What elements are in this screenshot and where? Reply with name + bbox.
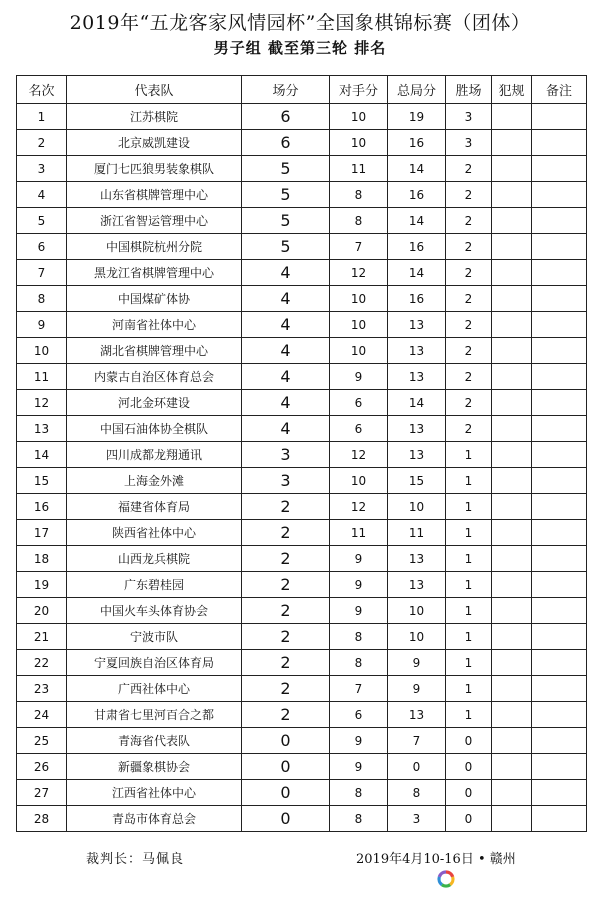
wins-cell: 3 [446, 104, 492, 130]
team-cell: 湖北省棋牌管理中心 [67, 338, 242, 364]
team-cell: 甘肃省七里河百合之都 [67, 702, 242, 728]
notes-cell [532, 390, 587, 416]
logo-ring-segment [439, 877, 442, 885]
table-header-row [17, 76, 587, 104]
fouls-cell [492, 468, 532, 494]
logo-ring-segment [446, 872, 453, 877]
fouls-cell [492, 390, 532, 416]
column-header-total-game-score: 总局分 [388, 76, 446, 104]
team-cell: 河北金环建设 [67, 390, 242, 416]
points-cell: 2 [242, 650, 330, 676]
opponent-score-cell: 12 [330, 442, 388, 468]
rank-cell: 23 [17, 676, 67, 702]
total-game-score-cell: 16 [388, 234, 446, 260]
points-cell: 2 [242, 494, 330, 520]
table-row [17, 130, 587, 156]
standings-body [17, 104, 587, 832]
points-cell: 2 [242, 624, 330, 650]
opponent-score-cell: 10 [330, 468, 388, 494]
rank-cell: 21 [17, 624, 67, 650]
wins-cell: 1 [446, 598, 492, 624]
wins-cell: 2 [446, 390, 492, 416]
notes-cell [532, 286, 587, 312]
column-header-notes: 备注 [532, 76, 587, 104]
rank-cell: 24 [17, 702, 67, 728]
wins-cell: 1 [446, 702, 492, 728]
fouls-cell [492, 208, 532, 234]
wins-cell: 2 [446, 312, 492, 338]
notes-cell [532, 468, 587, 494]
rank-cell: 13 [17, 416, 67, 442]
notes-cell [532, 598, 587, 624]
total-game-score-cell: 16 [388, 130, 446, 156]
wins-cell: 1 [446, 650, 492, 676]
fouls-cell [492, 364, 532, 390]
wins-cell: 1 [446, 468, 492, 494]
rank-cell: 15 [17, 468, 67, 494]
total-game-score-cell: 13 [388, 416, 446, 442]
wins-cell: 0 [446, 754, 492, 780]
notes-cell [532, 182, 587, 208]
table-row [17, 806, 587, 832]
points-cell: 0 [242, 780, 330, 806]
column-header-rank: 名次 [17, 76, 67, 104]
total-game-score-cell: 14 [388, 208, 446, 234]
column-header-wins: 胜场 [446, 76, 492, 104]
total-game-score-cell: 14 [388, 260, 446, 286]
total-game-score-cell: 13 [388, 572, 446, 598]
points-cell: 4 [242, 260, 330, 286]
team-cell: 北京威凯建设 [67, 130, 242, 156]
team-cell: 厦门七匹狼男装象棋队 [67, 156, 242, 182]
table-row [17, 390, 587, 416]
points-cell: 5 [242, 156, 330, 182]
wins-cell: 1 [446, 676, 492, 702]
fouls-cell [492, 156, 532, 182]
wins-cell: 3 [446, 130, 492, 156]
opponent-score-cell: 9 [330, 754, 388, 780]
opponent-score-cell: 10 [330, 104, 388, 130]
table-row [17, 338, 587, 364]
rank-cell: 4 [17, 182, 67, 208]
notes-cell [532, 754, 587, 780]
team-cell: 广东碧桂园 [67, 572, 242, 598]
opponent-score-cell: 8 [330, 182, 388, 208]
table-row [17, 650, 587, 676]
opponent-score-cell: 10 [330, 286, 388, 312]
opponent-score-cell: 6 [330, 702, 388, 728]
total-game-score-cell: 13 [388, 546, 446, 572]
team-cell: 内蒙古自治区体育总会 [67, 364, 242, 390]
points-cell: 2 [242, 520, 330, 546]
opponent-score-cell: 6 [330, 416, 388, 442]
team-cell: 青岛市体育总会 [67, 806, 242, 832]
total-game-score-cell: 13 [388, 702, 446, 728]
table-row [17, 572, 587, 598]
table-row [17, 416, 587, 442]
opponent-score-cell: 8 [330, 208, 388, 234]
team-cell: 上海金外滩 [67, 468, 242, 494]
table-row [17, 208, 587, 234]
points-cell: 4 [242, 416, 330, 442]
fouls-cell [492, 676, 532, 702]
total-game-score-cell: 13 [388, 364, 446, 390]
opponent-score-cell: 11 [330, 156, 388, 182]
fouls-cell [492, 650, 532, 676]
table-row [17, 624, 587, 650]
fouls-cell [492, 572, 532, 598]
total-game-score-cell: 13 [388, 312, 446, 338]
fouls-cell [492, 312, 532, 338]
wins-cell: 2 [446, 182, 492, 208]
notes-cell [532, 104, 587, 130]
table-row [17, 260, 587, 286]
total-game-score-cell: 10 [388, 598, 446, 624]
total-game-score-cell: 8 [388, 780, 446, 806]
opponent-score-cell: 12 [330, 494, 388, 520]
rank-cell: 1 [17, 104, 67, 130]
date-and-venue: 2019年4月10-16日 • 赣州 [356, 852, 516, 867]
team-cell: 河南省社体中心 [67, 312, 242, 338]
total-game-score-cell: 7 [388, 728, 446, 754]
notes-cell [532, 520, 587, 546]
opponent-score-cell: 11 [330, 520, 388, 546]
team-cell: 江西省社体中心 [67, 780, 242, 806]
logo-ring-segment [442, 885, 450, 886]
team-cell: 福建省体育局 [67, 494, 242, 520]
opponent-score-cell: 10 [330, 130, 388, 156]
total-game-score-cell: 11 [388, 520, 446, 546]
points-cell: 0 [242, 728, 330, 754]
rank-cell: 2 [17, 130, 67, 156]
table-row [17, 728, 587, 754]
team-cell: 浙江省智运管理中心 [67, 208, 242, 234]
opponent-score-cell: 9 [330, 546, 388, 572]
notes-cell [532, 728, 587, 754]
column-header-team: 代表队 [67, 76, 242, 104]
table-row [17, 676, 587, 702]
opponent-score-cell: 9 [330, 572, 388, 598]
fouls-cell [492, 546, 532, 572]
wins-cell: 1 [446, 572, 492, 598]
notes-cell [532, 676, 587, 702]
total-game-score-cell: 13 [388, 442, 446, 468]
table-row [17, 442, 587, 468]
rank-cell: 18 [17, 546, 67, 572]
column-header-fouls: 犯规 [492, 76, 532, 104]
rank-cell: 25 [17, 728, 67, 754]
table-row [17, 780, 587, 806]
team-cell: 中国石油体协全棋队 [67, 416, 242, 442]
total-game-score-cell: 9 [388, 650, 446, 676]
table-row [17, 468, 587, 494]
team-cell: 青海省代表队 [67, 728, 242, 754]
team-cell: 广西社体中心 [67, 676, 242, 702]
total-game-score-cell: 14 [388, 390, 446, 416]
fouls-cell [492, 130, 532, 156]
points-cell: 2 [242, 546, 330, 572]
notes-cell [532, 442, 587, 468]
points-cell: 3 [242, 442, 330, 468]
team-cell: 中国棋院杭州分院 [67, 234, 242, 260]
points-cell: 5 [242, 208, 330, 234]
table-row [17, 598, 587, 624]
fouls-cell [492, 234, 532, 260]
wins-cell: 0 [446, 806, 492, 832]
notes-cell [532, 702, 587, 728]
notes-cell [532, 234, 587, 260]
logo-ring-segment [439, 872, 446, 877]
table-row [17, 520, 587, 546]
fouls-cell [492, 702, 532, 728]
total-game-score-cell: 9 [388, 676, 446, 702]
team-cell: 江苏棋院 [67, 104, 242, 130]
fouls-cell [492, 598, 532, 624]
points-cell: 4 [242, 286, 330, 312]
opponent-score-cell: 10 [330, 338, 388, 364]
total-game-score-cell: 3 [388, 806, 446, 832]
fouls-cell [492, 806, 532, 832]
rank-cell: 26 [17, 754, 67, 780]
notes-cell [532, 208, 587, 234]
opponent-score-cell: 8 [330, 806, 388, 832]
total-game-score-cell: 16 [388, 182, 446, 208]
wins-cell: 2 [446, 260, 492, 286]
table-row [17, 312, 587, 338]
fouls-cell [492, 624, 532, 650]
notes-cell [532, 572, 587, 598]
table-row [17, 702, 587, 728]
fouls-cell [492, 728, 532, 754]
wins-cell: 2 [446, 416, 492, 442]
table-row [17, 286, 587, 312]
opponent-score-cell: 7 [330, 676, 388, 702]
rank-cell: 16 [17, 494, 67, 520]
wins-cell: 2 [446, 156, 492, 182]
table-row [17, 182, 587, 208]
points-cell: 4 [242, 390, 330, 416]
team-cell: 山东省棋牌管理中心 [67, 182, 242, 208]
wins-cell: 2 [446, 364, 492, 390]
total-game-score-cell: 10 [388, 494, 446, 520]
rank-cell: 17 [17, 520, 67, 546]
rank-cell: 20 [17, 598, 67, 624]
opponent-score-cell: 12 [330, 260, 388, 286]
team-cell: 宁夏回族自治区体育局 [67, 650, 242, 676]
opponent-score-cell: 7 [330, 234, 388, 260]
fouls-cell [492, 416, 532, 442]
fouls-cell [492, 442, 532, 468]
notes-cell [532, 130, 587, 156]
fouls-cell [492, 494, 532, 520]
rank-cell: 5 [17, 208, 67, 234]
opponent-score-cell: 9 [330, 728, 388, 754]
team-cell: 中国火车头体育协会 [67, 598, 242, 624]
fouls-cell [492, 520, 532, 546]
table-row [17, 494, 587, 520]
rank-cell: 28 [17, 806, 67, 832]
notes-cell [532, 780, 587, 806]
wins-cell: 2 [446, 286, 492, 312]
notes-cell [532, 312, 587, 338]
fouls-cell [492, 286, 532, 312]
table-row [17, 234, 587, 260]
fouls-cell [492, 182, 532, 208]
points-cell: 6 [242, 104, 330, 130]
points-cell: 5 [242, 182, 330, 208]
notes-cell [532, 416, 587, 442]
points-cell: 0 [242, 754, 330, 780]
notes-cell [532, 260, 587, 286]
logo-ring-segment [450, 877, 453, 885]
points-cell: 3 [242, 468, 330, 494]
wins-cell: 1 [446, 494, 492, 520]
rank-cell: 27 [17, 780, 67, 806]
table-row [17, 104, 587, 130]
rank-cell: 9 [17, 312, 67, 338]
opponent-score-cell: 9 [330, 598, 388, 624]
fouls-cell [492, 260, 532, 286]
wins-cell: 1 [446, 520, 492, 546]
rank-cell: 7 [17, 260, 67, 286]
table-row [17, 364, 587, 390]
fouls-cell [492, 780, 532, 806]
chief-referee: 裁判长：马佩良 [86, 852, 185, 867]
notes-cell [532, 546, 587, 572]
points-cell: 2 [242, 598, 330, 624]
notes-cell [532, 156, 587, 182]
wins-cell: 1 [446, 624, 492, 650]
rank-cell: 6 [17, 234, 67, 260]
wins-cell: 2 [446, 234, 492, 260]
circular-ring-logo-icon [436, 869, 456, 889]
notes-cell [532, 338, 587, 364]
total-game-score-cell: 14 [388, 156, 446, 182]
points-cell: 4 [242, 312, 330, 338]
wins-cell: 1 [446, 546, 492, 572]
page-title: 2019年“五龙客家风情园杯”全国象棋锦标赛（团体） [69, 12, 531, 34]
rank-cell: 12 [17, 390, 67, 416]
wins-cell: 1 [446, 442, 492, 468]
notes-cell [532, 624, 587, 650]
points-cell: 4 [242, 364, 330, 390]
rank-cell: 11 [17, 364, 67, 390]
total-game-score-cell: 0 [388, 754, 446, 780]
points-cell: 2 [242, 702, 330, 728]
total-game-score-cell: 16 [388, 286, 446, 312]
wins-cell: 0 [446, 728, 492, 754]
rank-cell: 22 [17, 650, 67, 676]
table-row [17, 156, 587, 182]
table-row [17, 754, 587, 780]
rank-cell: 19 [17, 572, 67, 598]
opponent-score-cell: 8 [330, 624, 388, 650]
rank-cell: 8 [17, 286, 67, 312]
rank-cell: 10 [17, 338, 67, 364]
column-header-points: 场分 [242, 76, 330, 104]
opponent-score-cell: 10 [330, 312, 388, 338]
points-cell: 6 [242, 130, 330, 156]
team-cell: 黑龙江省棋牌管理中心 [67, 260, 242, 286]
team-cell: 宁波市队 [67, 624, 242, 650]
total-game-score-cell: 13 [388, 338, 446, 364]
team-cell: 陕西省社体中心 [67, 520, 242, 546]
opponent-score-cell: 8 [330, 650, 388, 676]
wins-cell: 2 [446, 338, 492, 364]
points-cell: 5 [242, 234, 330, 260]
opponent-score-cell: 9 [330, 364, 388, 390]
fouls-cell [492, 338, 532, 364]
wins-cell: 0 [446, 780, 492, 806]
notes-cell [532, 364, 587, 390]
standings-table [16, 75, 587, 832]
team-cell: 四川成都龙翔通讯 [67, 442, 242, 468]
team-cell: 中国煤矿体协 [67, 286, 242, 312]
column-header-opponent-score: 对手分 [330, 76, 388, 104]
opponent-score-cell: 6 [330, 390, 388, 416]
notes-cell [532, 806, 587, 832]
total-game-score-cell: 10 [388, 624, 446, 650]
opponent-score-cell: 8 [330, 780, 388, 806]
rank-cell: 14 [17, 442, 67, 468]
rank-cell: 3 [17, 156, 67, 182]
fouls-cell [492, 104, 532, 130]
table-row [17, 546, 587, 572]
wins-cell: 2 [446, 208, 492, 234]
page-subtitle: 男子组 截至第三轮 排名 [213, 39, 387, 57]
team-cell: 新疆象棋协会 [67, 754, 242, 780]
points-cell: 4 [242, 338, 330, 364]
points-cell: 2 [242, 572, 330, 598]
notes-cell [532, 650, 587, 676]
points-cell: 0 [242, 806, 330, 832]
total-game-score-cell: 15 [388, 468, 446, 494]
points-cell: 2 [242, 676, 330, 702]
notes-cell [532, 494, 587, 520]
total-game-score-cell: 19 [388, 104, 446, 130]
fouls-cell [492, 754, 532, 780]
team-cell: 山西龙兵棋院 [67, 546, 242, 572]
